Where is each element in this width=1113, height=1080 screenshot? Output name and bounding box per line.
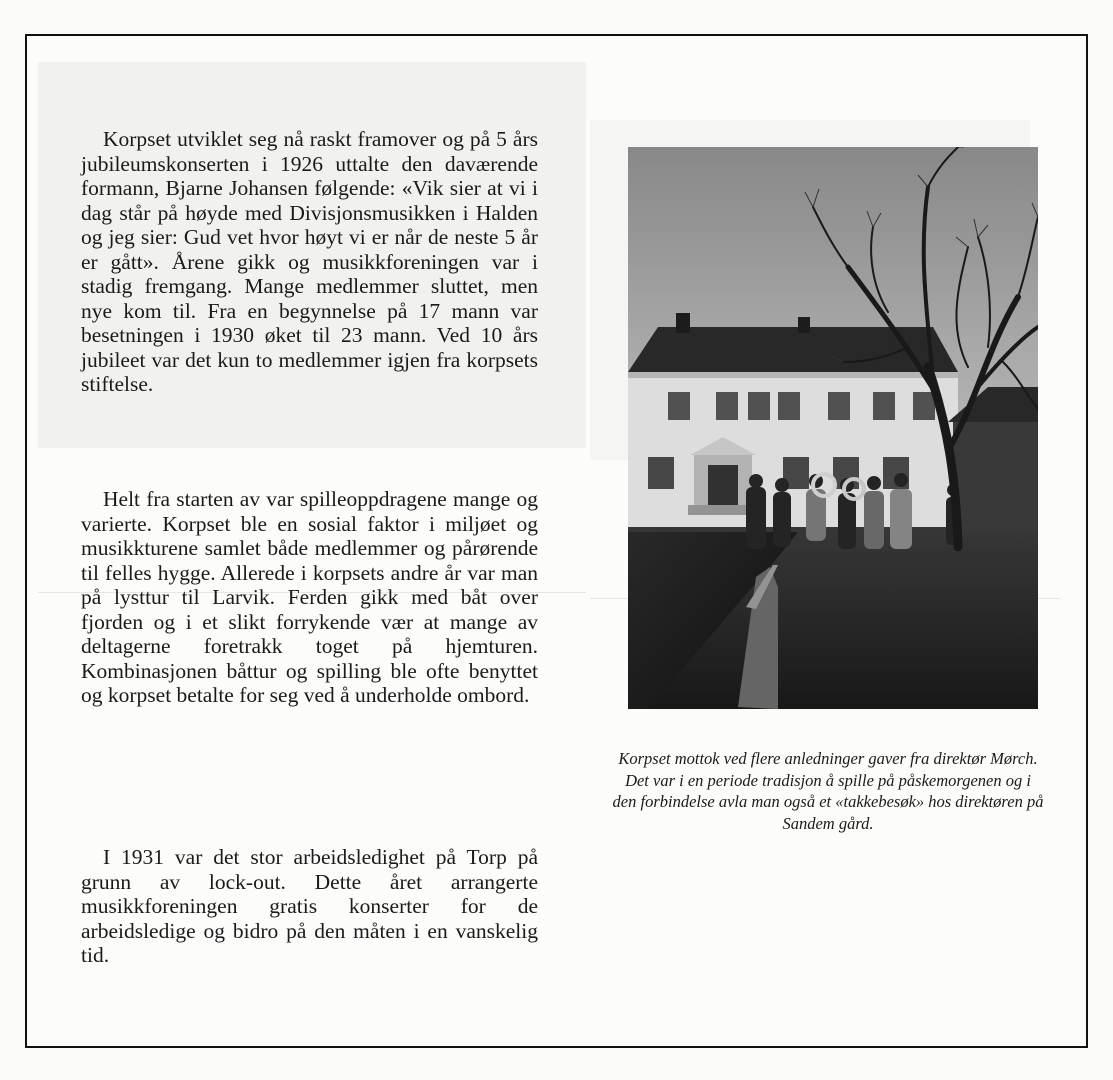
photo-caption: Korpset mottok ved flere anledninger gaver fra direktør Mørch. Det var i en periode tradisjon å spille på påskemorgenen og i den forbindelse avla man også et «takkebesøk» hos direktøren på Sandem gård. (612, 749, 1044, 833)
paragraph-3: I 1931 var det stor arbeidsledighet på Torp på grunn av lock-out. Dette året arrangerte musikkforeningen gratis konserter for de arbeidsledige og bidro på den måten i en vanskelig tid. (81, 845, 538, 967)
photo-band-at-manor (628, 147, 1038, 709)
paragraph-1: Korpset utviklet seg nå raskt framover og på 5 års jubileumskonserten i 1926 uttalte den daværende formann, Bjarne Johansen følgende: «Vik sier at vi i dag står på høyde med Divisjonsmusikken i Halden og jeg sier: Gud vet hvor høyt vi er når de neste 5 år er gått». Årene gikk og musikkforeningen var i stadig fremgang. Mange medlemmer sluttet, men nye kom til. Fra en begynnelse på 17 mann var besetningen i 1930 øket til 23 mann. Ved 10 års jubileet var det kun to medlemmer igjen fra korpsets stiftelse. (81, 127, 538, 396)
paragraph-2: Helt fra starten av var spilleoppdragene mange og varierte. Korpset ble en sosial faktor i miljøet og musikkturene samlet både medlemmer og pårørende til felles hygge. Allerede i korpsets andre år var man på lysttur til Larvik. Ferden gikk med båt over fjorden og i et slikt forrykende vær at mange av deltagerne foretrakk toget på hjemturen. Kombinasjonen båttur og spilling ble ofte benyttet og korpset betalte for seg ved å underholde ombord. (81, 487, 538, 707)
